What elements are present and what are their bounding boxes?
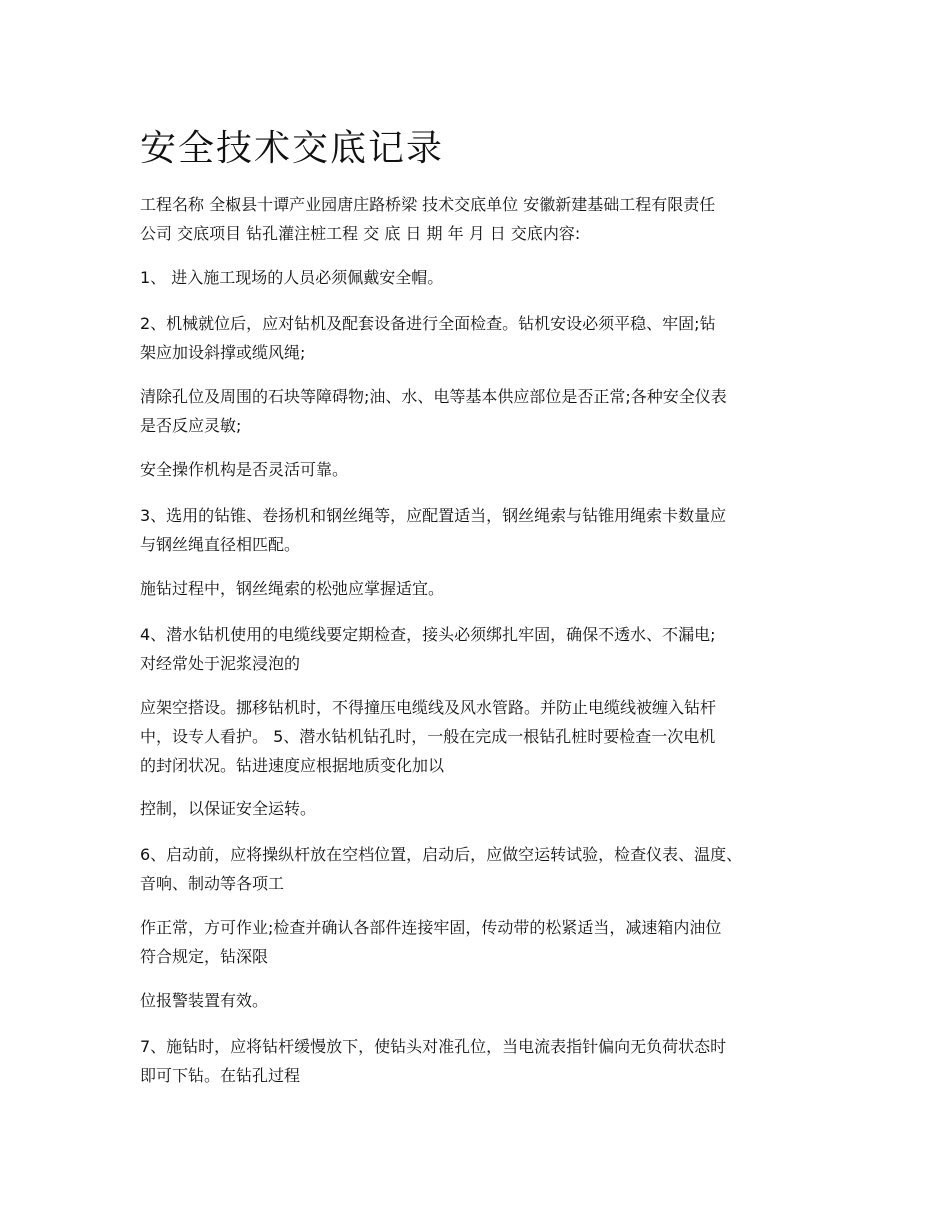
paragraph-item-4: 4、潜水钻机使用的电缆线要定期检查，接头必须绑扎牢固，确保不透水、不漏电; 对经常处于泥浆浸泡的 bbox=[140, 625, 716, 673]
paragraph-clear-obstacles: 清除孔位及周围的石块等障碍物;油、水、电等基本供应部位是否正常;各种安全仪表 是否反应灵敏; bbox=[140, 387, 727, 435]
paragraph-cable-overhead: 应架空搭设。挪移钻机时，不得撞压电缆线及风水管路。并防止电缆线被缠入钻杆 中，设专人看护。 5、潜水钻机钻孔时，一般在完成一根钻孔桩时要检查一次电机 的封闭状况。钻进速度应根据地质变化加以 bbox=[140, 698, 717, 775]
paragraph-item-3: 3、选用的钻锥、卷扬机和钢丝绳等，应配置适当，钢丝绳索与钻锥用绳索卡数量应 与钢丝绳直径相匹配。 bbox=[140, 506, 727, 554]
paragraph-alarm-device: 位报警装置有效。 bbox=[140, 991, 269, 1010]
paragraph-normal-operation: 作正常，方可作业;检查并确认各部件连接牢固，传动带的松紧适当，减速箱内油位 符合规定，钻深限 bbox=[140, 918, 722, 966]
document-title: 安全技术交底记录 bbox=[140, 128, 445, 169]
paragraph-item-1: 1、 进入施工现场的人员必须佩戴安全帽。 bbox=[140, 268, 444, 287]
paragraph-safety-mechanism: 安全操作机构是否灵活可靠。 bbox=[140, 460, 349, 479]
paragraph-control: 控制，以保证安全运转。 bbox=[140, 799, 317, 818]
project-info-paragraph: 工程名称 全椒县十谭产业园唐庄路桥梁 技术交底单位 安徽新建基础工程有限责任 公司 交底项目 钻孔灌注桩工程 交 底 日 期 年 月 日 交底内容: bbox=[140, 195, 716, 243]
paragraph-rope-slack: 施钻过程中，钢丝绳索的松弛应掌握适宜。 bbox=[140, 579, 445, 598]
paragraph-item-2: 2、机械就位后，应对钻机及配套设备进行全面检查。钻机安设必须平稳、牢固;钻 架应加设斜撑或缆风绳; bbox=[140, 314, 716, 362]
paragraph-item-6: 6、启动前，应将操纵杆放在空档位置，启动后，应做空运转试验，检查仪表、温度、 音响、制动等各项工 bbox=[140, 845, 743, 893]
paragraph-item-7: 7、施钻时，应将钻杆缓慢放下，使钻头对准孔位，当电流表指针偏向无负荷状态时 即可下钻。在钻孔过程 bbox=[140, 1037, 727, 1085]
